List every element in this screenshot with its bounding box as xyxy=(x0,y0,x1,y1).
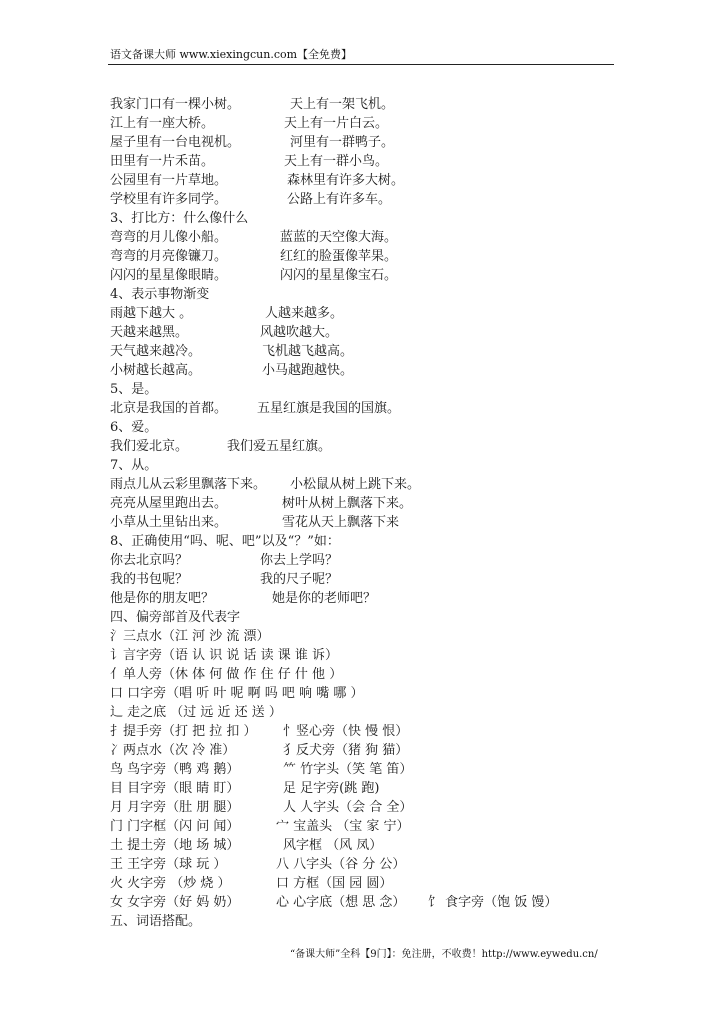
radical-line xyxy=(0,817,724,836)
line-col-1: 辶 走之底 （过 远 近 还 送 ） xyxy=(110,705,282,720)
line-col-2: 足 足字旁(跳 跑) xyxy=(283,781,380,796)
line-col-1: 氵三点水（江 河 沙 流 漂） xyxy=(110,629,270,644)
line-col-2: 她是你的老师吧？ xyxy=(272,591,377,606)
line-col-1: 我家门口有一棵小树。 xyxy=(110,97,241,112)
radical-line xyxy=(0,684,724,703)
line-col-1: 月 月字旁（肚 朋 腿） xyxy=(110,800,240,815)
line-col-2: 我的尺子呢？ xyxy=(260,572,339,587)
line-col-1: 4、表示事物渐变 xyxy=(110,287,210,302)
text-line xyxy=(0,494,724,513)
line-col-2: 风越吹越大。 xyxy=(260,325,339,340)
radical-line xyxy=(0,741,724,760)
radical-line xyxy=(0,836,724,855)
line-col-1: 目 目字旁（眼 睛 盯） xyxy=(110,781,240,796)
line-col-1: 我的书包呢？ xyxy=(110,572,189,587)
line-col-2: 河里有一群鸭子。 xyxy=(290,135,395,150)
line-col-1: 8、正确使用“吗、呢、吧”以及“？”如： xyxy=(110,534,340,549)
radical-line xyxy=(0,703,724,722)
line-col-1: 我们爱北京。 xyxy=(110,439,189,454)
line-col-1: 7、从。 xyxy=(110,458,158,473)
line-col-2: 人越来越多。 xyxy=(265,306,344,321)
line-col-1: 江上有一座大桥。 xyxy=(110,116,215,131)
line-col-1: 雨越下越大 。 xyxy=(110,306,193,321)
radical-line xyxy=(0,627,724,646)
text-line xyxy=(0,551,724,570)
line-col-2: 公路上有许多车。 xyxy=(287,192,392,207)
text-line xyxy=(0,437,724,456)
line-col-1: 天越来越黑。 xyxy=(110,325,189,340)
page-footer: “备课大师”全科【9门】：免注册，不收费！http://www.eywedu.cn/ xyxy=(290,949,598,960)
line-col-1: 3、打比方：什么像什么 xyxy=(110,211,249,226)
section-heading xyxy=(0,209,724,228)
line-col-1: 门 门字框（闪 问 闻） xyxy=(110,819,240,834)
radical-line xyxy=(0,760,724,779)
line-col-2: 我们爱五星红旗。 xyxy=(227,439,332,454)
line-col-1: 小草从土里钻出来。 xyxy=(110,515,228,530)
line-col-1: 女 女字旁（好 妈 奶） xyxy=(110,895,240,910)
line-col-1: 公园里有一片草地。 xyxy=(110,173,228,188)
line-col-2: 天上有一群小鸟。 xyxy=(284,154,389,169)
text-line xyxy=(0,475,724,494)
line-col-2: 闪闪的星星像宝石。 xyxy=(280,268,398,283)
text-line xyxy=(0,266,724,285)
line-col-2: 蓝蓝的天空像大海。 xyxy=(280,230,398,245)
radical-line xyxy=(0,722,724,741)
line-col-2: 飞机越飞越高。 xyxy=(262,344,354,359)
radical-line xyxy=(0,874,724,893)
line-col-1: 火 火字旁 （炒 烧 ） xyxy=(110,876,231,891)
text-line xyxy=(0,570,724,589)
line-col-1: 他是你的朋友吧？ xyxy=(110,591,215,606)
line-col-1: 冫两点水（次 冷 准） xyxy=(110,743,236,758)
line-col-2: 五星红旗是我国的国旗。 xyxy=(257,401,401,416)
radical-line xyxy=(0,893,724,912)
line-col-2: 树叶从树上飘落下来。 xyxy=(282,496,413,511)
line-col-1: 扌提手旁（打 把 拉 扣 ） xyxy=(110,724,257,739)
text-line xyxy=(0,247,724,266)
line-col-1: 王 王字旁（球 玩 ） xyxy=(110,857,227,872)
line-col-1: 弯弯的月儿像小船。 xyxy=(110,230,228,245)
line-col-1: 小树越长越高。 xyxy=(110,363,202,378)
line-col-2: 风字框 （风 凤） xyxy=(283,838,383,853)
radical-line xyxy=(0,665,724,684)
line-col-2: 心 心字底（想 思 念） xyxy=(276,895,406,910)
text-line xyxy=(0,114,724,133)
line-col-3: 饣 食字旁（饱 饭 馒） xyxy=(428,895,558,910)
radical-line xyxy=(0,798,724,817)
line-col-2: 红红的脸蛋像苹果。 xyxy=(280,249,398,264)
line-col-2: 宀 宝盖头 （宝 家 宁） xyxy=(276,819,410,834)
text-line xyxy=(0,190,724,209)
line-col-1: 天气越来越冷。 xyxy=(110,344,202,359)
text-line xyxy=(0,228,724,247)
text-line xyxy=(0,95,724,114)
text-line xyxy=(0,323,724,342)
section-heading xyxy=(0,456,724,475)
line-col-2: 雪花从天上飘落下来 xyxy=(282,515,400,530)
text-line xyxy=(0,361,724,380)
text-line xyxy=(0,589,724,608)
line-col-1: 五、词语搭配。 xyxy=(110,914,202,929)
line-col-2: 森林里有许多大树。 xyxy=(287,173,405,188)
line-col-2: 你去上学吗？ xyxy=(260,553,339,568)
section-heading xyxy=(0,285,724,304)
line-col-2: 小松鼠从树上跳下来。 xyxy=(290,477,421,492)
section-heading xyxy=(0,418,724,437)
line-col-1: 口 口字旁（唱 听 叶 呢 啊 吗 吧 响 嘴 哪 ） xyxy=(110,686,364,701)
radical-line xyxy=(0,646,724,665)
line-col-2: 口 方框（国 园 圆） xyxy=(276,876,393,891)
text-line xyxy=(0,513,724,532)
section-heading xyxy=(0,608,724,627)
line-col-1: 你去北京吗？ xyxy=(110,553,189,568)
text-line xyxy=(0,152,724,171)
text-line xyxy=(0,133,724,152)
line-col-1: 亮亮从屋里跑出去。 xyxy=(110,496,228,511)
line-col-2: 八 八字头（谷 分 公） xyxy=(276,857,406,872)
line-col-1: 亻单人旁（休 体 何 做 作 住 仔 什 他 ） xyxy=(110,667,343,682)
line-col-2: 忄竖心旁（快 慢 恨） xyxy=(283,724,409,739)
line-col-2: ⺮ 竹字头（笑 笔 笛） xyxy=(283,762,413,777)
text-line xyxy=(0,342,724,361)
line-col-1: 闪闪的星星像眼睛。 xyxy=(110,268,228,283)
line-col-2: 天上有一片白云。 xyxy=(284,116,389,131)
text-line xyxy=(0,304,724,323)
section-heading xyxy=(0,380,724,399)
line-col-1: 北京是我国的首都。 xyxy=(110,401,228,416)
line-col-1: 6、爱。 xyxy=(110,420,158,435)
line-col-1: 讠言字旁（语 认 识 说 话 读 课 谁 诉） xyxy=(110,648,339,663)
text-line xyxy=(0,399,724,418)
line-col-2: 小马越跑越快。 xyxy=(262,363,354,378)
line-col-1: 学校里有许多同学。 xyxy=(110,192,228,207)
radical-line xyxy=(0,779,724,798)
page-header: 语文备课大师 www.xiexingcun.com【全免费】 xyxy=(110,48,353,61)
line-col-1: 5、是。 xyxy=(110,382,158,397)
section-heading xyxy=(0,532,724,551)
line-col-1: 四、偏旁部首及代表字 xyxy=(110,610,241,625)
radical-line xyxy=(0,855,724,874)
line-col-1: 田里有一片禾苗。 xyxy=(110,154,215,169)
section-heading xyxy=(0,912,724,931)
line-col-2: 天上有一架飞机。 xyxy=(290,97,395,112)
line-col-1: 鸟 鸟字旁（鸭 鸡 鹅） xyxy=(110,762,240,777)
line-col-2: 人 人字头（会 合 全） xyxy=(283,800,413,815)
text-line xyxy=(0,171,724,190)
line-col-1: 雨点儿从云彩里飘落下来。 xyxy=(110,477,267,492)
line-col-1: 弯弯的月亮像镰刀。 xyxy=(110,249,228,264)
line-col-1: 土 提土旁（地 场 城） xyxy=(110,838,240,853)
line-col-2: 犭反犬旁（猪 狗 猫） xyxy=(283,743,409,758)
line-col-1: 屋子里有一台电视机。 xyxy=(110,135,241,150)
